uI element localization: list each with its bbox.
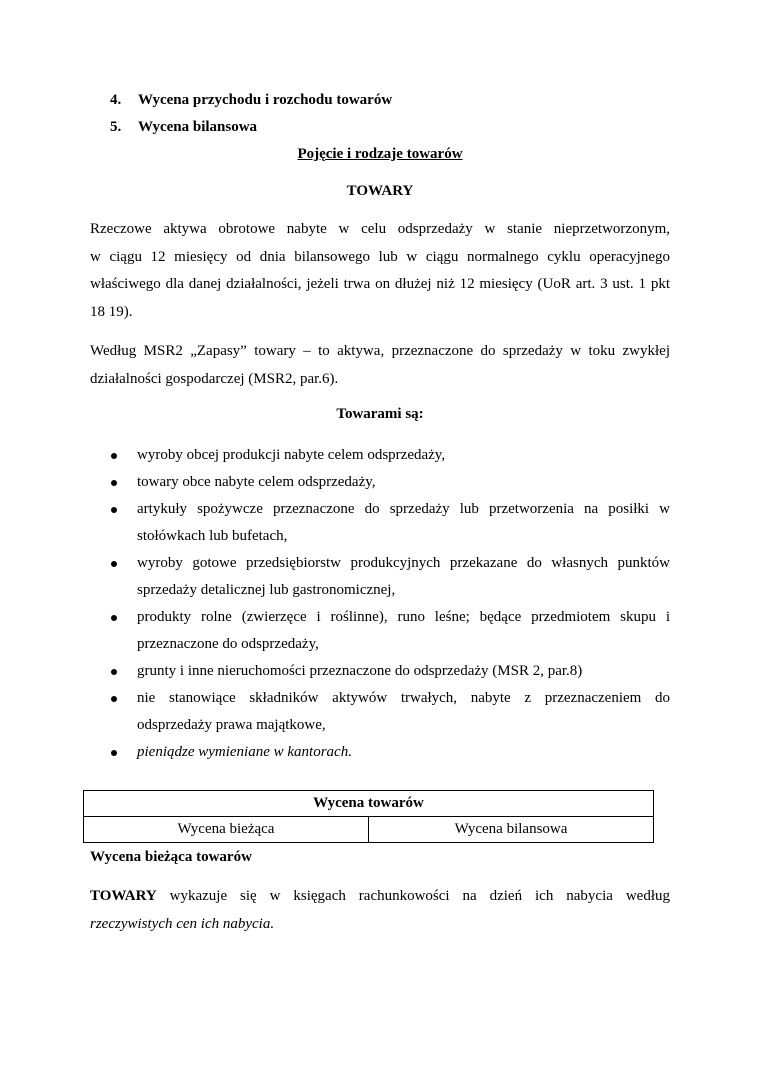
bullet-text: artykuły spożywcze przeznaczone do sprzedaży lub przetworzenia na posiłki w bbox=[137, 501, 670, 517]
bullet-text: przeznaczone do odsprzedaży, bbox=[137, 636, 319, 652]
bullet-item bbox=[110, 685, 670, 739]
towarami-heading: Towarami są: bbox=[336, 406, 424, 422]
bullet-text: wyroby gotowe przedsiębiorstw produkcyjnych przekazane do własnych punktów bbox=[137, 555, 670, 571]
list-item-text: Wycena bilansowa bbox=[138, 119, 258, 135]
definition-line: właściwego dla danej działalności, jeżeli trwa on dłużej niż 12 miesięcy (UoR art. 3 ust. 1 pkt bbox=[90, 276, 670, 292]
bullet-text: produkty rolne (zwierzęce i roślinne), runo leśne; będące przedmiotem skupu i bbox=[137, 609, 670, 625]
bullet-dot-icon bbox=[111, 561, 117, 567]
section-title bbox=[90, 144, 670, 164]
table-header-cell: Wycena towarów bbox=[84, 791, 654, 817]
bullet-item bbox=[110, 469, 670, 496]
bullet-text: towary obce nabyte celem odsprzedaży, bbox=[137, 474, 376, 490]
closing-paragraph bbox=[90, 882, 670, 938]
closing-line bbox=[90, 882, 670, 910]
main-heading: TOWARY bbox=[346, 183, 414, 199]
definition-line: Rzeczowe aktywa obrotowe nabyte w celu odsprzedaży w stanie nieprzetworzonym, bbox=[90, 221, 670, 237]
definition-paragraph bbox=[90, 216, 670, 326]
definition-line: w ciągu 12 miesięcy od dnia bilansowego lub w ciągu normalnego cyklu operacyjnego bbox=[90, 248, 670, 265]
bullet-text: nie stanowiące składników aktywów trwałych, nabyte z przeznaczeniem do bbox=[137, 690, 670, 706]
bullet-dot-icon bbox=[111, 696, 117, 702]
msr-paragraph bbox=[90, 337, 670, 393]
current-valuation-heading: Wycena bieżąca towarów bbox=[90, 849, 252, 865]
msr-line: Według MSR2 „Zapasy” towary – to aktywa, przeznaczone do sprzedaży w toku zwykłej bbox=[90, 343, 670, 359]
bullet-item bbox=[110, 442, 670, 469]
closing-bold-word: TOWARY bbox=[90, 888, 157, 904]
bullet-dot-icon bbox=[111, 750, 117, 756]
bullet-item bbox=[110, 658, 670, 685]
bullet-dot-icon bbox=[111, 615, 117, 621]
bullet-text: pieniądze wymieniane w kantorach. bbox=[137, 744, 352, 760]
table-cell-balance: Wycena bilansowa bbox=[369, 817, 654, 843]
bullet-text: grunty i inne nieruchomości przeznaczone do odsprzedaży (MSR 2, par.8) bbox=[137, 663, 583, 679]
list-item-text: Wycena przychodu i rozchodu towarów bbox=[138, 92, 393, 108]
bullet-text: sprzedaży detalicznej lub gastronomicznej, bbox=[137, 582, 396, 598]
bullet-dot-icon bbox=[111, 453, 117, 459]
list-item-4 bbox=[110, 90, 392, 110]
bullet-list bbox=[110, 442, 670, 766]
definition-line: 18 19). bbox=[90, 303, 133, 320]
closing-italic-line: rzeczywistych cen ich nabycia. bbox=[90, 916, 275, 932]
bullet-text: odsprzedaży prawa majątkowe, bbox=[137, 717, 326, 733]
section-title-text: Pojęcie i rodzaje towarów bbox=[297, 146, 463, 162]
list-item-number: 4. bbox=[110, 92, 122, 108]
bullet-item bbox=[110, 496, 670, 550]
bullet-item bbox=[110, 604, 670, 658]
list-item-5 bbox=[110, 117, 257, 137]
table-row bbox=[84, 817, 654, 843]
list-item-number: 5. bbox=[110, 119, 122, 135]
valuation-table bbox=[83, 790, 654, 843]
msr-line: działalności gospodarczej (MSR2, par.6). bbox=[90, 371, 339, 387]
bullet-item bbox=[110, 550, 670, 604]
table-cell-current: Wycena bieżąca bbox=[84, 817, 369, 843]
table-header-row bbox=[84, 791, 654, 817]
bullet-dot-icon bbox=[111, 669, 117, 675]
closing-text: wykazuje się w księgach rachunkowości na dzień ich nabycia według bbox=[156, 888, 670, 904]
bullet-dot-icon bbox=[111, 480, 117, 486]
bullet-dot-icon bbox=[111, 507, 117, 513]
bullet-text: stołówkach lub bufetach, bbox=[137, 528, 288, 544]
bullet-item bbox=[110, 739, 670, 766]
bullet-text: wyroby obcej produkcji nabyte celem odsprzedaży, bbox=[137, 447, 446, 463]
